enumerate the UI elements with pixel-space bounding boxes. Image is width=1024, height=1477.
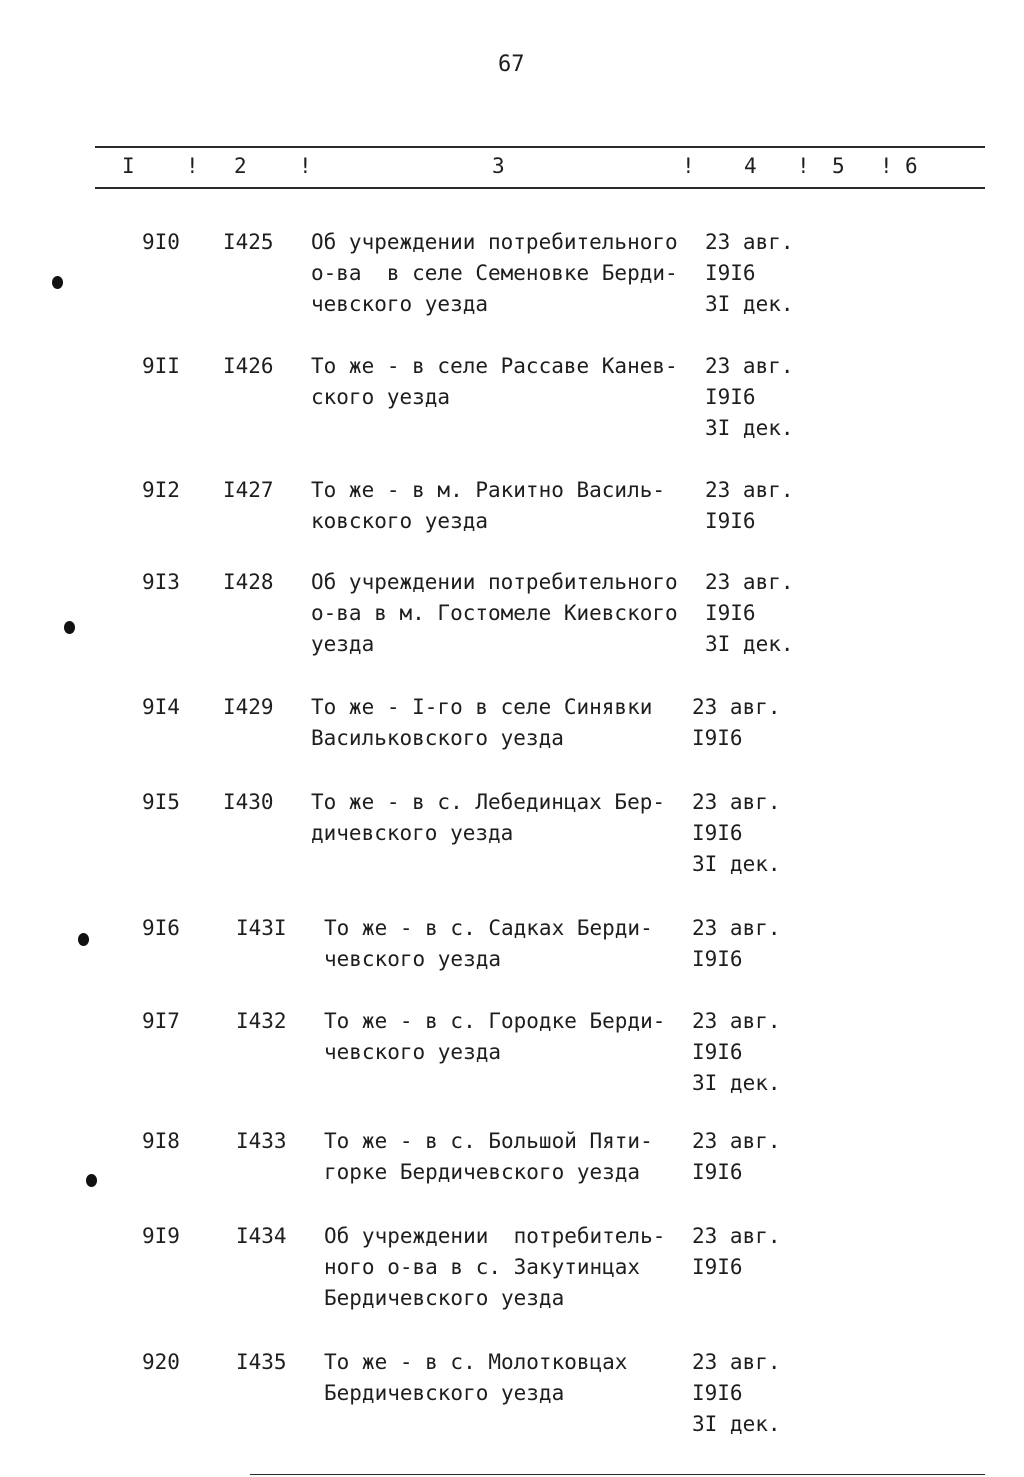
- item-number: 9II: [142, 354, 180, 378]
- column-header-4: 4: [744, 154, 757, 178]
- file-number: I435: [236, 1350, 287, 1374]
- file-number: I430: [223, 790, 274, 814]
- title-line: То же - в с. Садках Берди-: [324, 916, 653, 940]
- item-title: [311, 351, 691, 413]
- column-separator: !: [682, 154, 695, 178]
- punch-hole-mark: [86, 1174, 97, 1187]
- page-number: 67: [498, 52, 525, 77]
- date-line: I9I6: [692, 726, 743, 750]
- date-line: 23 авг.: [692, 1129, 781, 1153]
- date-line: 23 авг.: [692, 790, 781, 814]
- item-dates: [705, 475, 794, 537]
- title-line: ного о-ва в с. Закутинцах: [324, 1255, 641, 1279]
- item-title: [324, 1126, 704, 1188]
- footer-rule: [250, 1474, 985, 1475]
- column-header-5: 5: [832, 154, 845, 178]
- date-line: 23 авг.: [705, 570, 794, 594]
- file-number: I426: [223, 354, 274, 378]
- title-line: ковского уезда: [311, 509, 489, 533]
- date-line: I9I6: [692, 1160, 743, 1184]
- title-line: о-ва в селе Семеновке Берди-: [311, 261, 678, 285]
- title-line: То же - в м. Ракитно Василь-: [311, 478, 666, 502]
- title-line: ского уезда: [311, 385, 451, 409]
- file-number: I428: [223, 570, 274, 594]
- date-line: I9I6: [692, 1040, 743, 1064]
- title-line: То же - в с. Городке Берди-: [324, 1009, 666, 1033]
- title-line: чевского уезда: [324, 1040, 502, 1064]
- title-line: Бердичевского уезда: [324, 1286, 565, 1310]
- file-number: I43I: [236, 916, 287, 940]
- item-title: [324, 1347, 704, 1409]
- item-number: 9I0: [142, 230, 180, 254]
- item-dates: [692, 1221, 781, 1283]
- column-separator: !: [880, 154, 893, 178]
- title-line: Об учреждении потребительного: [311, 230, 678, 254]
- date-line: 23 авг.: [692, 1009, 781, 1033]
- item-number: 9I8: [142, 1129, 180, 1153]
- date-line: 23 авг.: [692, 1350, 781, 1374]
- date-line: 3I дек.: [692, 852, 781, 876]
- date-line: I9I6: [705, 509, 756, 533]
- item-number: 9I4: [142, 695, 180, 719]
- column-separator: !: [186, 154, 199, 178]
- date-line: I9I6: [692, 1255, 743, 1279]
- item-number: 9I5: [142, 790, 180, 814]
- date-line: 3I дек.: [705, 632, 794, 656]
- file-number: I433: [236, 1129, 287, 1153]
- date-line: 3I дек.: [705, 292, 794, 316]
- file-number: I429: [223, 695, 274, 719]
- title-line: То же - в с. Лебединцах Бер-: [311, 790, 666, 814]
- date-line: 23 авг.: [705, 478, 794, 502]
- item-dates: [705, 567, 794, 660]
- title-line: уезда: [311, 632, 375, 656]
- title-line: Об учреждении потребительного: [311, 570, 678, 594]
- file-number: I425: [223, 230, 274, 254]
- punch-hole-mark: [64, 621, 75, 634]
- date-line: I9I6: [705, 385, 756, 409]
- date-line: 23 авг.: [692, 1224, 781, 1248]
- title-line: чевского уезда: [311, 292, 489, 316]
- date-line: I9I6: [705, 601, 756, 625]
- item-title: [311, 475, 691, 537]
- file-number: I427: [223, 478, 274, 502]
- date-line: I9I6: [692, 821, 743, 845]
- title-line: Васильковского уезда: [311, 726, 564, 750]
- column-header-1: I: [122, 154, 135, 178]
- column-separator: !: [797, 154, 810, 178]
- title-line: То же - в селе Рассаве Канев-: [311, 354, 678, 378]
- file-number: I432: [236, 1009, 287, 1033]
- item-dates: [692, 913, 781, 975]
- item-title: [311, 692, 691, 754]
- date-line: 3I дек.: [692, 1412, 781, 1436]
- title-line: То же - в с. Большой Пяти-: [324, 1129, 653, 1153]
- item-number: 9I2: [142, 478, 180, 502]
- item-title: [311, 227, 691, 320]
- item-dates: [692, 1006, 781, 1099]
- punch-hole-mark: [52, 276, 63, 289]
- title-line: дичевского уезда: [311, 821, 514, 845]
- column-separator: !: [299, 154, 312, 178]
- column-header-3: 3: [492, 154, 505, 178]
- header-top-rule: [95, 146, 985, 148]
- item-number: 9I9: [142, 1224, 180, 1248]
- date-line: 23 авг.: [705, 354, 794, 378]
- date-line: I9I6: [705, 261, 756, 285]
- title-line: Об учреждении потребитель-: [324, 1224, 666, 1248]
- item-title: [324, 913, 704, 975]
- date-line: 23 авг.: [692, 916, 781, 940]
- column-header-2: 2: [234, 154, 247, 178]
- item-dates: [692, 692, 781, 754]
- item-number: 920: [142, 1350, 180, 1374]
- item-number: 9I3: [142, 570, 180, 594]
- title-line: Бердичевского уезда: [324, 1381, 565, 1405]
- file-number: I434: [236, 1224, 287, 1248]
- item-dates: [705, 351, 794, 444]
- title-line: горке Бердичевского уезда: [324, 1160, 641, 1184]
- item-number: 9I7: [142, 1009, 180, 1033]
- title-line: о-ва в м. Гостомеле Киевского: [311, 601, 678, 625]
- date-line: 23 авг.: [705, 230, 794, 254]
- date-line: I9I6: [692, 1381, 743, 1405]
- title-line: чевского уезда: [324, 947, 502, 971]
- item-dates: [692, 1126, 781, 1188]
- item-dates: [692, 787, 781, 880]
- item-title: [324, 1221, 704, 1314]
- date-line: 3I дек.: [692, 1071, 781, 1095]
- date-line: I9I6: [692, 947, 743, 971]
- punch-hole-mark: [78, 933, 89, 946]
- date-line: 3I дек.: [705, 416, 794, 440]
- date-line: 23 авг.: [692, 695, 781, 719]
- title-line: То же - I-го в селе Синявки: [311, 695, 653, 719]
- column-header-6: 6: [905, 154, 918, 178]
- item-number: 9I6: [142, 916, 180, 940]
- title-line: То же - в с. Молотковцах: [324, 1350, 628, 1374]
- item-dates: [692, 1347, 781, 1440]
- item-title: [324, 1006, 704, 1068]
- item-dates: [705, 227, 794, 320]
- item-title: [311, 787, 691, 849]
- header-bottom-rule: [95, 187, 985, 189]
- item-title: [311, 567, 691, 660]
